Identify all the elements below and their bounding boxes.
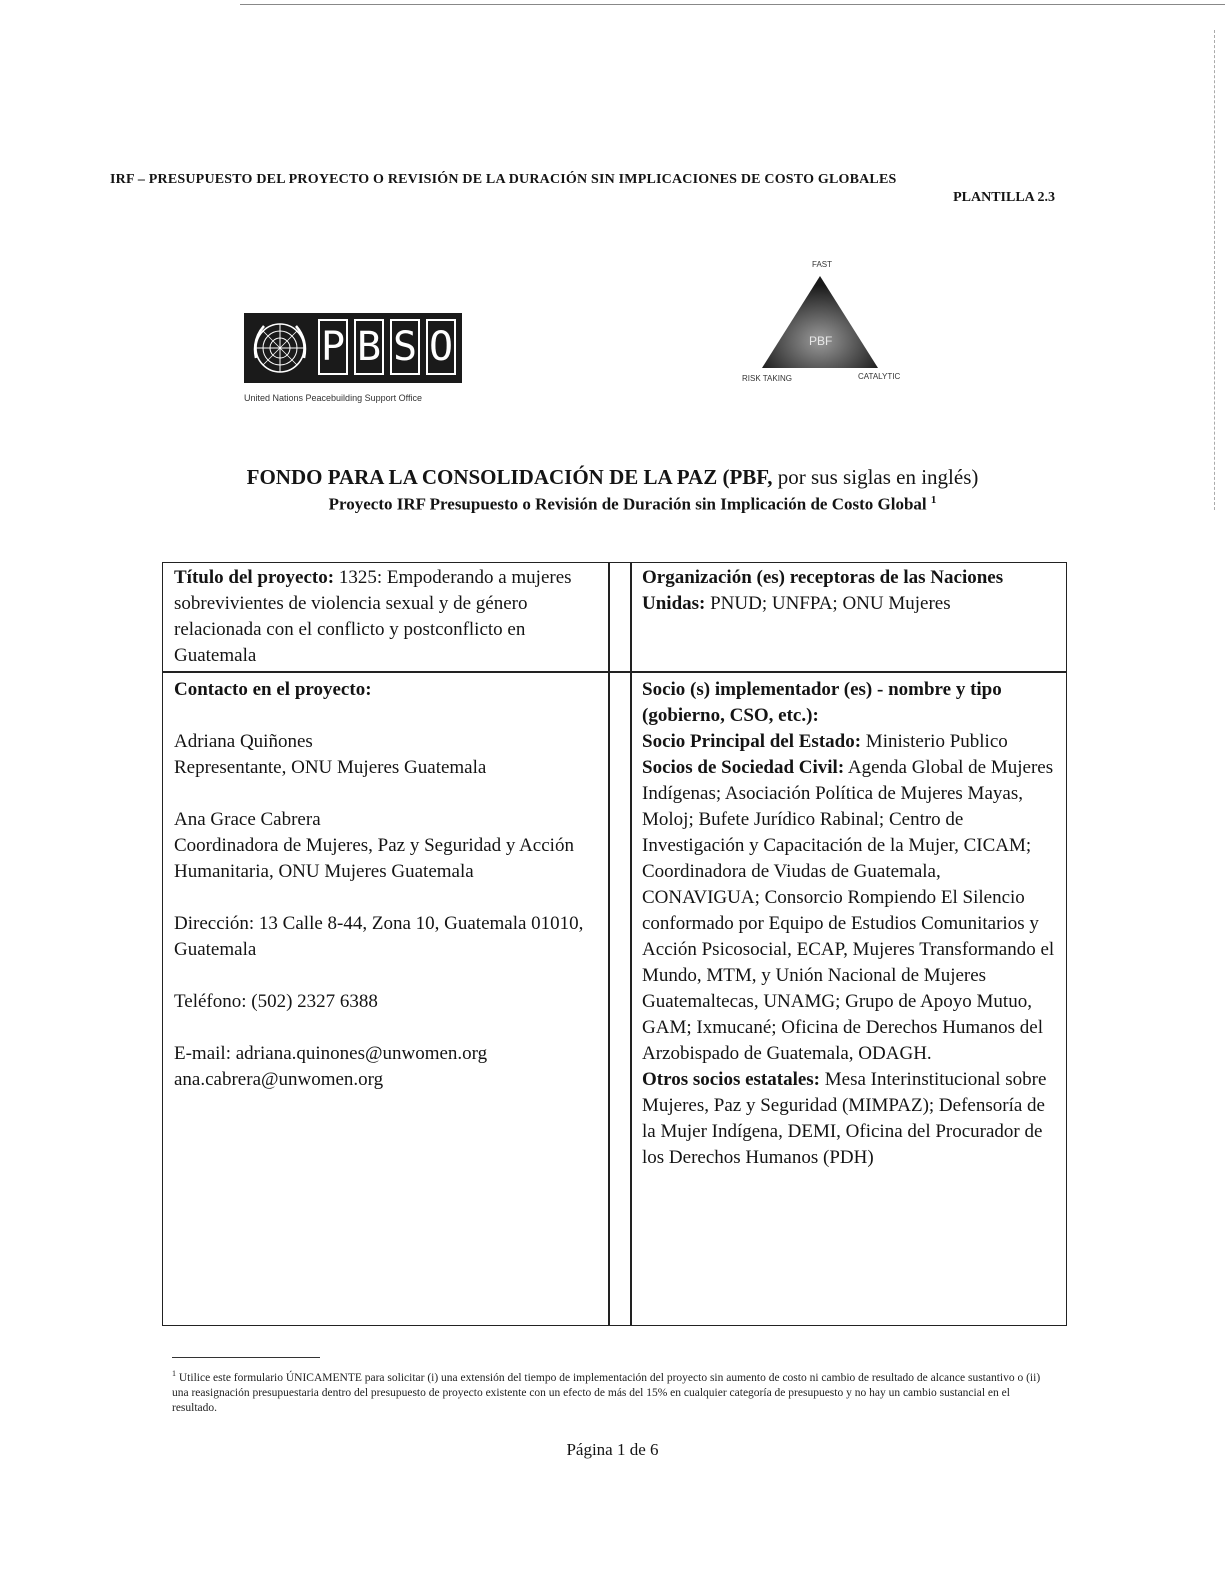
contact1-name: Adriana Quiñones bbox=[174, 731, 313, 752]
document-subtitle-text: Proyecto IRF Presupuesto o Revisión de Duración sin Implicación de Costo Global bbox=[328, 494, 927, 514]
partners-cell bbox=[642, 677, 1057, 1171]
project-title-label: Título del proyecto: bbox=[174, 567, 335, 588]
footnote-text: Utilice este formulario ÚNICAMENTE para solicitar (i) una extensión del tiempo de implementación del proyecto sin aumento de costo ni cambio de resultado de alcance sustantivo o (ii) una reasignación presupuestaria dentro del presupuesto de proyecto existente con un efecto de más del 15% en cualquier categoría de presupuesto y no hay un cambio sustancial en el resultado. bbox=[172, 1371, 1041, 1414]
state-partner-value: Ministerio Publico bbox=[865, 731, 1008, 752]
pbso-letter-b: B bbox=[354, 319, 384, 375]
contact-email1: E-mail: adriana.quinones@unwomen.org bbox=[174, 1043, 488, 1064]
contact2-role: Coordinadora de Mujeres, Paz y Seguridad y Acción Humanitaria, ONU Mujeres Guatemala bbox=[174, 835, 574, 882]
document-subtitle bbox=[0, 494, 1225, 515]
pbso-letter-p: P bbox=[318, 319, 348, 375]
table-divider bbox=[630, 563, 632, 1325]
pbf-label-right: CATALYTIC bbox=[858, 372, 901, 381]
pbso-letter-o: O bbox=[426, 319, 456, 375]
footnote-marker: 1 bbox=[930, 494, 937, 506]
pbso-logo-box bbox=[244, 313, 462, 383]
contact-cell bbox=[174, 677, 602, 1093]
contact-label: Contacto en el proyecto: bbox=[174, 679, 372, 700]
pbf-logo bbox=[736, 258, 906, 388]
table-row-divider bbox=[163, 671, 1066, 673]
recipients-label: Organización (es) receptoras de las Naciones Unidas: bbox=[642, 567, 1004, 614]
page-number: Página 1 de 6 bbox=[566, 1440, 659, 1459]
civil-partners-value: Agenda Global de Mujeres Indígenas; Asociación Política de Mujeres Mayas, Moloj; Bufete Jurídico Rabinal; Centro de Investigación y Capacitación de la Mujer, CICAM; Coordinadora de Viudas de Guatemala, CONAVIGUA; Consorcio Rompiendo El Silencio conformado por Equipo de Estudios Comunitarios y Acción Psicosocial, ECAP, Mujeres Transformando el Mundo, MTM, y Unión Nacional de Mujeres Guatemaltecas, UNAMG; Grupo de Apoyo Mutuo, GAM; Ixmucané; Oficina de Derechos Humanos del Arzobispado de Guatemala, ODAGH. bbox=[642, 757, 1055, 1064]
state-partner-label: Socio Principal del Estado: bbox=[642, 731, 862, 752]
pbf-label-left: RISK TAKING bbox=[742, 374, 792, 383]
other-partners bbox=[642, 1067, 1057, 1171]
state-partner bbox=[642, 729, 1057, 755]
contact1-role: Representante, ONU Mujeres Guatemala bbox=[174, 757, 487, 778]
project-title-cell bbox=[174, 565, 599, 669]
document-title bbox=[0, 465, 1225, 490]
civil-partners bbox=[642, 755, 1057, 1067]
pbso-letter-s: S bbox=[390, 319, 420, 375]
pbso-logo bbox=[244, 313, 462, 405]
project-title-value: 1325: Empoderando a mujeres sobrevivientes de violencia sexual y de género relacionada con el conflicto y postconflicto en Guatemala bbox=[174, 567, 572, 666]
document-title-bold: FONDO PARA LA CONSOLIDACIÓN DE LA PAZ (PBF, bbox=[246, 465, 773, 489]
un-emblem-icon bbox=[250, 318, 310, 378]
contact2-name: Ana Grace Cabrera bbox=[174, 809, 321, 830]
contact-phone: Teléfono: (502) 2327 6388 bbox=[174, 991, 378, 1012]
footnote-rule bbox=[172, 1357, 320, 1358]
footnote bbox=[172, 1366, 1042, 1416]
other-partners-label: Otros socios estatales: bbox=[642, 1069, 821, 1090]
other-partners-value: Mesa Interinstitucional sobre Mujeres, Paz y Seguridad (MIMPAZ); Defensoría de la Mujer Indígena, DEMI, Oficina del Procurador de los Derechos Humanos (PDH) bbox=[642, 1069, 1047, 1168]
scan-edge-right bbox=[1214, 30, 1216, 510]
pbf-label-top: FAST bbox=[812, 260, 833, 269]
header-title: IRF – PRESUPUESTO DEL PROYECTO O REVISIÓN DE LA DURACIÓN SIN IMPLICACIONES DE COSTO GLOBALES bbox=[110, 172, 897, 187]
recipients-cell bbox=[642, 565, 1057, 617]
footnote-number: 1 bbox=[172, 1369, 176, 1378]
partners-label: Socio (s) implementador (es) - nombre y tipo (gobierno, CSO, etc.): bbox=[642, 679, 1002, 726]
scan-edge-top bbox=[240, 4, 1225, 5]
pbso-caption: United Nations Peacebuilding Support Office bbox=[244, 393, 422, 403]
template-number: PLANTILLA 2.3 bbox=[953, 190, 1055, 205]
table-divider bbox=[608, 563, 610, 1325]
pbf-label-center: PBF bbox=[809, 334, 833, 348]
contact-address: Dirección: 13 Calle 8-44, Zona 10, Guatemala 01010, Guatemala bbox=[174, 913, 584, 960]
contact-email2: ana.cabrera@unwomen.org bbox=[174, 1069, 384, 1090]
pbf-triangle-icon bbox=[736, 258, 906, 388]
document-title-light: por sus siglas en inglés) bbox=[777, 465, 979, 489]
recipients-value: PNUD; UNFPA; ONU Mujeres bbox=[710, 593, 951, 614]
project-info-table bbox=[162, 562, 1067, 1326]
civil-partners-label: Socios de Sociedad Civil: bbox=[642, 757, 845, 778]
